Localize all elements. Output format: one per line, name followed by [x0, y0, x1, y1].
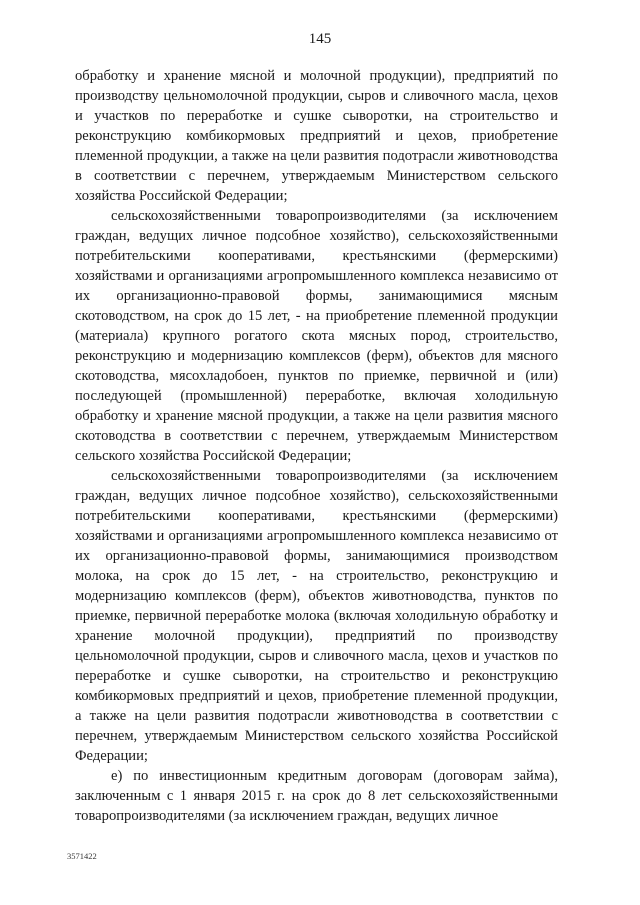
document-code: 3571422 [67, 851, 97, 861]
paragraph-3: сельскохозяйственными товаропроизводителями (за исключением граждан, ведущих личное подсобное хозяйство), сельскохозяйственными потребительскими кооперативами, крестьянскими (фермерскими) хозяйствами и организациями агропромышленного комплекса независимо от их организационно-правовой формы, занимающимися производством молока, на срок до 15 лет, - на строительство, реконструкцию и модернизацию комплексов (ферм), объектов животноводства, пунктов по приемке, первичной переработке молока (включая холодильную обработку и хранение молочной продукции), предприятий по производству цельномолочной продукции, сыров и сливочного масла, цехов и участков по переработке и сушке сыворотки, на строительство и реконструкцию комбикормовых предприятий и цехов, приобретение племенной продукции, а также на цели развития подотрасли животноводства в соответствии с перечнем, утверждаемым Министерством сельского хозяйства Российской Федерации; [75, 468, 558, 764]
paragraph-2: сельскохозяйственными товаропроизводителями (за исключением граждан, ведущих личное подсобное хозяйство), сельскохозяйственными потребительскими кооперативами, крестьянскими (фермерскими) хозяйствами и организациями агропромышленного комплекса независимо от их организационно-правовой формы, занимающимися мясным скотоводством, на срок до 15 лет, - на приобретение племенной продукции (материала) крупного рогатого скота мясных пород, строительство, реконструкцию и модернизацию комплексов (ферм), объектов для мясного скотоводства, мясохладобоен, пунктов по приемке, первичной и (или) последующей (промышленной) переработке, включая холодильную обработку и хранение мясной продукции, а также на цели развития мясного скотоводства в соответствии с перечнем, утверждаемым Министерством сельского хозяйства Российской Федерации; [75, 208, 558, 464]
page-number: 145 [308, 31, 332, 47]
document-body [75, 66, 558, 826]
paragraph-1: обработку и хранение мясной и молочной продукции), предприятий по производству цельномолочной продукции, сыров и сливочного масла, цехов и участков по переработке и сушке сыворотки, на строительство и реконструкцию комбикормовых предприятий и цехов, приобретение племенной продукции, а также на цели развития подотрасли животноводства в соответствии с перечнем, утверждаемым Министерством сельского хозяйства Российской Федерации; [75, 68, 558, 204]
paragraph-4: е) по инвестиционным кредитным договорам (договорам займа), заключенным с 1 января 2015 г. на срок до 8 лет сельскохозяйственными товаропроизводителями (за исключением граждан, ведущих личное [75, 768, 558, 824]
